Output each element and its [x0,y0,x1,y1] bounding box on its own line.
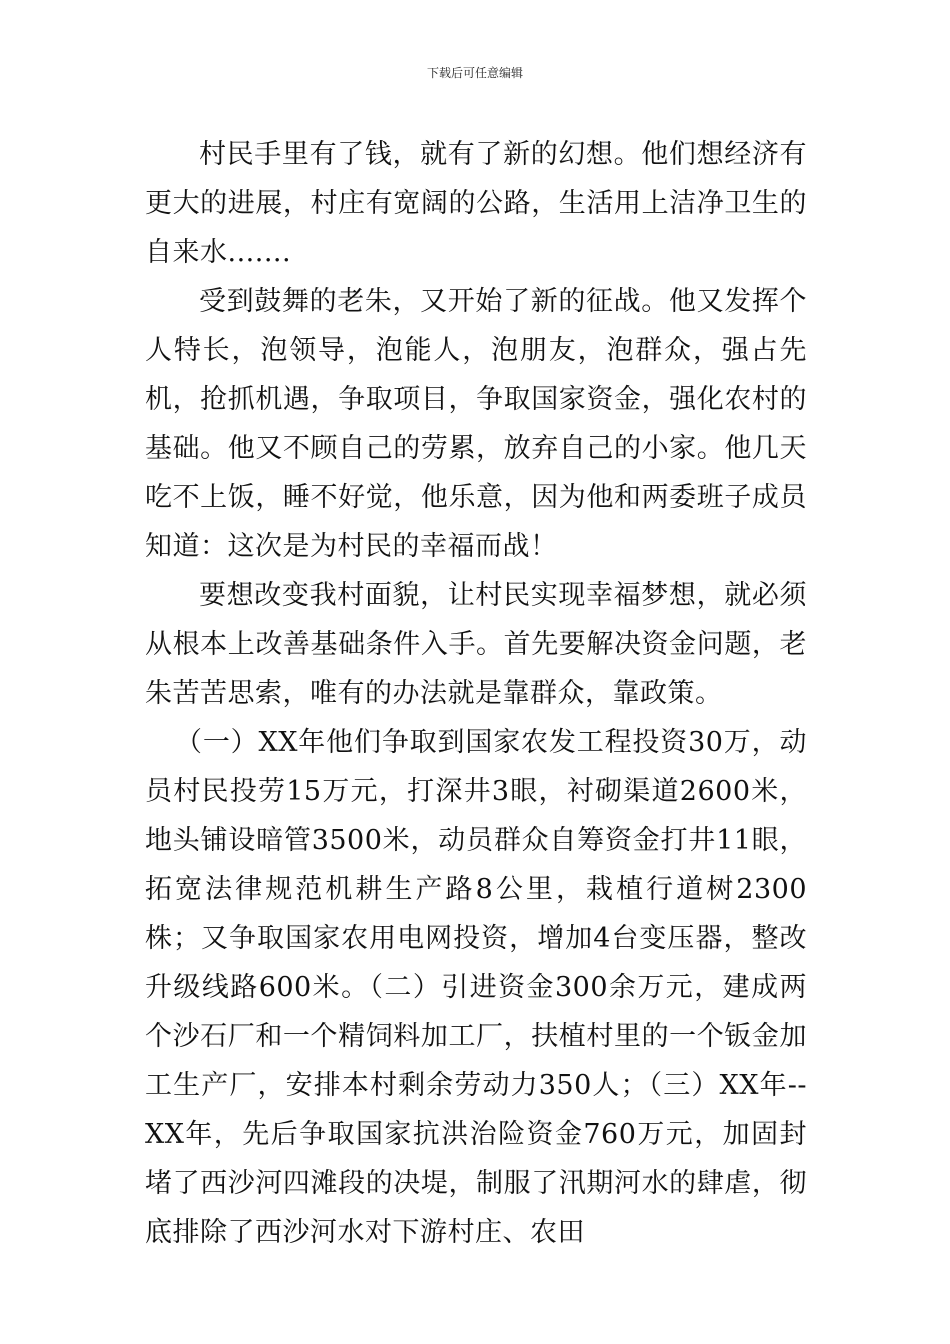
paragraph-4: （一）XX年他们争取到国家农发工程投资30万，动员村民投劳15万元，打深井3眼，衬砌渠道2600米，地头铺设暗管3500米，动员群众自筹资金打井11眼，拓宽法律规范机耕生产路8公里，栽植行道树2300株；又争取国家农用电网投资，增加4台变压器，整改升级线路600米。（二）引进资金300余万元，建成两个沙石厂和一个精饲料加工厂，扶植村里的一个钣金加工生产厂，安排本村剩余劳动力350人；（三）XX年--XX年，先后争取国家抗洪治险资金760万元，加固封堵了西沙河四滩段的决堤，制服了汛期河水的肆虐，彻底排除了西沙河水对下游村庄、农田 [145,727,807,1248]
paragraph-2: 受到鼓舞的老朱，又开始了新的征战。他又发挥个人特长，泡领导，泡能人，泡朋友，泡群众，强占先机，抢抓机遇，争取项目，争取国家资金，强化农村的基础。他又不顾自己的劳累，放弃自己的小家。他几天吃不上饭，睡不好觉，他乐意，因为他和两委班子成员知道：这次是为村民的幸福而战！ [145,286,807,562]
page-header: 下载后可任意编辑 [426,66,523,80]
body-text [145,130,807,1257]
paragraph-3: 要想改变我村面貌，让村民实现幸福梦想，就必须从根本上改善基础条件入手。首先要解决资金问题，老朱苦苦思索，唯有的办法就是靠群众，靠政策。 [145,580,807,709]
paragraph-1: 村民手里有了钱，就有了新的幻想。他们想经济有更大的进展，村庄有宽阔的公路，生活用上洁净卫生的自来水....... [145,139,807,268]
